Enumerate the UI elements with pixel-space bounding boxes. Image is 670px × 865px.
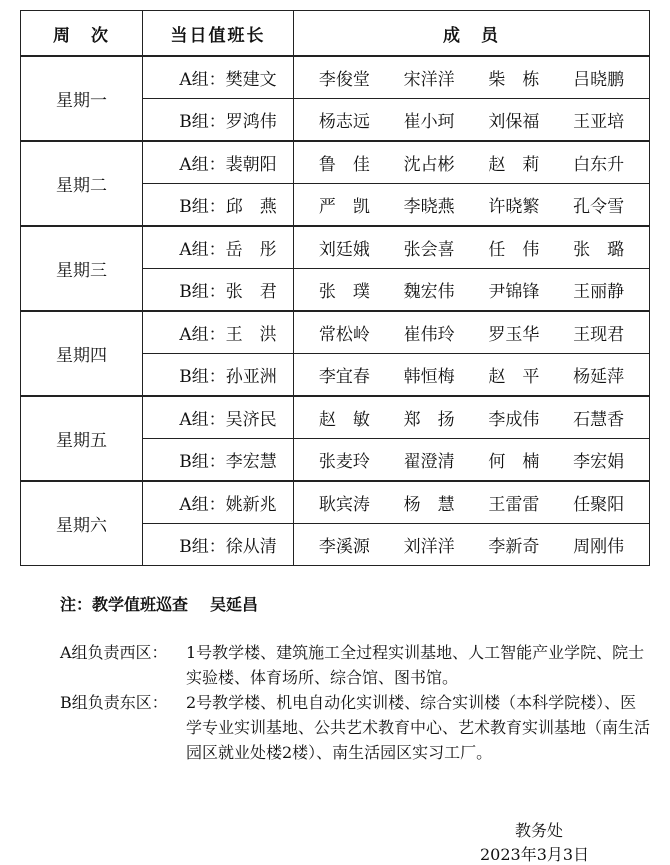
day-cell: 星期一 bbox=[21, 56, 143, 141]
header-week: 周 次 bbox=[21, 11, 143, 57]
member-name: 李成伟 bbox=[488, 410, 540, 430]
member-name: 王现君 bbox=[573, 325, 625, 345]
members-list bbox=[294, 150, 649, 175]
member-name: 王丽静 bbox=[573, 282, 625, 302]
day-cell: 星期四 bbox=[21, 311, 143, 396]
members-cell bbox=[294, 354, 650, 397]
member-name: 刘保福 bbox=[488, 112, 540, 132]
members-cell bbox=[294, 311, 650, 354]
members-list bbox=[294, 490, 649, 515]
member-name: 张麦玲 bbox=[318, 452, 370, 472]
member-name: 任 伟 bbox=[488, 240, 540, 260]
zone-b-block bbox=[60, 690, 650, 765]
member-name: 张 璐 bbox=[573, 240, 625, 260]
member-name: 罗玉华 bbox=[488, 325, 540, 345]
table-row bbox=[21, 226, 650, 269]
member-name: 韩恒梅 bbox=[403, 367, 455, 387]
member-name: 周刚伟 bbox=[573, 537, 625, 557]
leader-cell: A组：岳 彤 bbox=[143, 226, 294, 269]
member-name: 杨志远 bbox=[318, 112, 370, 132]
member-name: 杨延萍 bbox=[573, 367, 625, 387]
zone-a-block bbox=[60, 640, 650, 690]
member-name: 王雷雷 bbox=[488, 495, 540, 515]
members-list bbox=[294, 362, 649, 387]
members-cell bbox=[294, 184, 650, 227]
members-cell bbox=[294, 396, 650, 439]
member-name: 常松岭 bbox=[318, 325, 370, 345]
duty-schedule-table bbox=[20, 10, 650, 566]
member-name: 鲁 佳 bbox=[318, 155, 370, 175]
member-name: 刘廷娥 bbox=[318, 240, 370, 260]
table-row bbox=[21, 311, 650, 354]
member-name: 翟澄清 bbox=[403, 452, 455, 472]
issuing-office: 教务处 bbox=[515, 821, 564, 840]
table-row bbox=[21, 56, 650, 99]
day-cell: 星期二 bbox=[21, 141, 143, 226]
table-body bbox=[21, 56, 650, 566]
member-name: 李宜春 bbox=[318, 367, 370, 387]
header-members: 成 员 bbox=[294, 11, 650, 57]
member-name: 严 凯 bbox=[318, 197, 370, 217]
leader-cell: A组：樊建文 bbox=[143, 56, 294, 99]
member-name: 尹锦锋 bbox=[488, 282, 540, 302]
members-cell bbox=[294, 226, 650, 269]
member-name: 赵 敏 bbox=[318, 410, 370, 430]
member-name: 崔伟玲 bbox=[403, 325, 455, 345]
member-name: 李晓燕 bbox=[403, 197, 455, 217]
member-name: 李溪源 bbox=[318, 537, 370, 557]
members-list bbox=[294, 447, 649, 472]
members-list bbox=[294, 107, 649, 132]
member-name: 张会喜 bbox=[403, 240, 455, 260]
member-name: 赵 莉 bbox=[488, 155, 540, 175]
table-row bbox=[21, 396, 650, 439]
members-cell bbox=[294, 56, 650, 99]
leader-cell: B组：张 君 bbox=[143, 269, 294, 312]
members-cell bbox=[294, 141, 650, 184]
member-name: 李宏娟 bbox=[573, 452, 625, 472]
day-cell: 星期六 bbox=[21, 481, 143, 566]
zone-b-text: 2号教学楼、机电自动化实训楼、综合实训楼（本科学院楼）、医学专业实训基地、公共艺术教育中心、艺术教育实训基地（南生活园区就业处楼2楼）、南生活园区实习工厂。 bbox=[186, 693, 651, 762]
zone-b-label: B组负责东区： bbox=[60, 693, 168, 712]
member-name: 郑 扬 bbox=[403, 410, 455, 430]
members-cell bbox=[294, 481, 650, 524]
member-name: 魏宏伟 bbox=[403, 282, 455, 302]
note-person: 吴延昌 bbox=[210, 595, 259, 614]
zone-a-text: 1号教学楼、建筑施工全过程实训基地、人工智能产业学院、院士实验楼、体育场所、综合馆、图书馆。 bbox=[186, 643, 645, 687]
member-name: 石慧香 bbox=[573, 410, 625, 430]
member-name: 白东升 bbox=[573, 155, 625, 175]
leader-cell: A组：姚新兆 bbox=[143, 481, 294, 524]
members-cell bbox=[294, 524, 650, 566]
members-list bbox=[294, 532, 649, 557]
leader-cell: B组：徐从清 bbox=[143, 524, 294, 566]
members-cell bbox=[294, 99, 650, 142]
members-list bbox=[294, 277, 649, 302]
note-title: 注：教学值班巡查 bbox=[60, 595, 189, 614]
members-cell bbox=[294, 439, 650, 482]
member-name: 赵 平 bbox=[488, 367, 540, 387]
leader-cell: B组：邱 燕 bbox=[143, 184, 294, 227]
members-list bbox=[294, 405, 649, 430]
member-name: 沈占彬 bbox=[403, 155, 455, 175]
note-line bbox=[60, 592, 258, 615]
leader-cell: A组：王 洪 bbox=[143, 311, 294, 354]
leader-cell: B组：罗鸿伟 bbox=[143, 99, 294, 142]
members-cell bbox=[294, 269, 650, 312]
table-row bbox=[21, 141, 650, 184]
member-name: 任聚阳 bbox=[573, 495, 625, 515]
members-list bbox=[294, 192, 649, 217]
member-name: 李新奇 bbox=[488, 537, 540, 557]
header-leader: 当日值班长 bbox=[143, 11, 294, 57]
day-cell: 星期五 bbox=[21, 396, 143, 481]
member-name: 何 楠 bbox=[488, 452, 540, 472]
day-cell: 星期三 bbox=[21, 226, 143, 311]
leader-cell: B组：孙亚洲 bbox=[143, 354, 294, 397]
leader-cell: A组：裴朝阳 bbox=[143, 141, 294, 184]
member-name: 李俊堂 bbox=[318, 70, 370, 90]
member-name: 柴 栋 bbox=[488, 70, 540, 90]
member-name: 崔小珂 bbox=[403, 112, 455, 132]
zone-a-label: A组负责西区： bbox=[60, 643, 168, 662]
member-name: 许晓繁 bbox=[488, 197, 540, 217]
member-name: 吕晓鹏 bbox=[573, 70, 625, 90]
member-name: 孔令雪 bbox=[573, 197, 625, 217]
member-name: 王亚培 bbox=[573, 112, 625, 132]
leader-cell: A组：吴济民 bbox=[143, 396, 294, 439]
table-row bbox=[21, 481, 650, 524]
leader-cell: B组：李宏慧 bbox=[143, 439, 294, 482]
members-list bbox=[294, 235, 649, 260]
member-name: 刘洋洋 bbox=[403, 537, 455, 557]
members-list bbox=[294, 320, 649, 345]
issue-date: 2023年3月3日 bbox=[480, 845, 590, 864]
member-name: 杨 慧 bbox=[403, 495, 455, 515]
table-header-row bbox=[21, 11, 650, 57]
member-name: 张 璞 bbox=[318, 282, 370, 302]
member-name: 耿宾涛 bbox=[318, 495, 370, 515]
members-list bbox=[294, 65, 649, 90]
member-name: 宋洋洋 bbox=[403, 70, 455, 90]
